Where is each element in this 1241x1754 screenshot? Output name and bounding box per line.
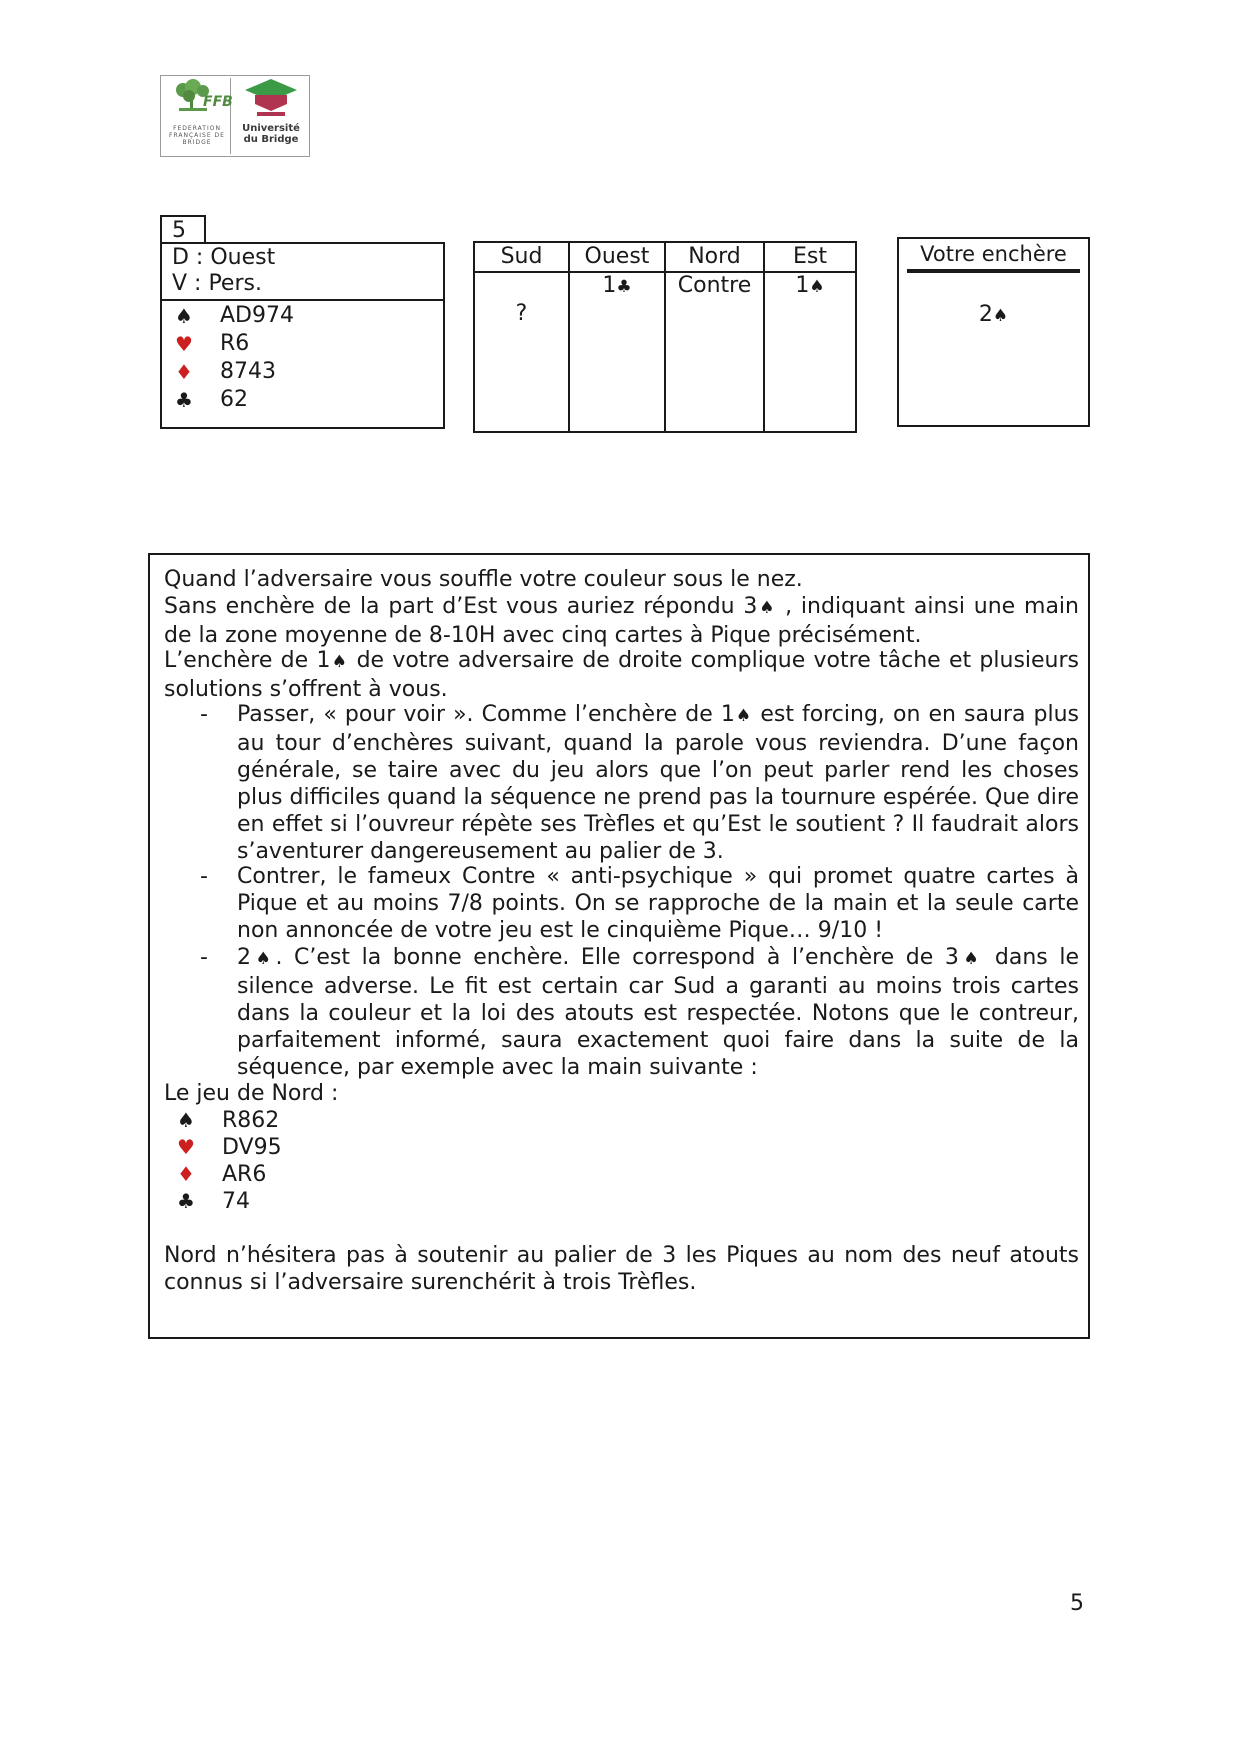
option-deux-pique: 2♠. C’est la bonne enchère. Elle correspond à l’enchère de 3♠ dans le silence adverse. Le fit est certain car Sud a garanti au moins trois cartes dans la couleur et la loi des atouts est respectée. Notons que le contreur, parfaitement informé, saura exactement quoi faire dans la suite de la séquence, par exemple avec la main suivante : bbox=[237, 945, 1079, 1080]
commentary-conclusion: Nord n’hésitera pas à soutenir au palier de 3 les Piques au nom des neuf atouts connus si l’adversaire surenchérit à trois Trèfles. bbox=[164, 1243, 1079, 1295]
votre-enchere-title: Votre enchère bbox=[920, 242, 1067, 266]
option-contrer: Contrer, le fameux Contre « anti-psychique » qui promet quatre cartes à Pique et au moins 7/8 points. On se rapproche de la main et la seule carte non annoncée de votre jeu est le cinquième Pique… 9/10 ! bbox=[237, 864, 1079, 943]
hand-spades: AD974 bbox=[220, 303, 294, 328]
nord-hearts: DV95 bbox=[222, 1135, 282, 1160]
club-icon: ♣ bbox=[175, 388, 193, 412]
auction-table bbox=[473, 241, 857, 433]
spade-icon: ♠ bbox=[177, 1108, 195, 1132]
auction-nord-bid: Contre bbox=[677, 273, 752, 298]
votre-enchere-bid bbox=[899, 301, 1088, 330]
dealer: D : Ouest bbox=[172, 245, 276, 270]
deal-box-separator bbox=[162, 299, 443, 301]
bid-level: 1 bbox=[795, 273, 810, 298]
nord-clubs: 74 bbox=[222, 1189, 250, 1214]
votre-enchere-box bbox=[897, 237, 1090, 427]
spade-icon: ♠ bbox=[809, 277, 825, 297]
diamond-icon: ♦ bbox=[177, 1162, 195, 1186]
bullet-dash: - bbox=[200, 702, 208, 727]
auction-est-bid bbox=[765, 272, 855, 301]
hand-diamonds: 8743 bbox=[220, 359, 276, 384]
spade-icon: ♠ bbox=[251, 949, 276, 969]
universite-line2: du Bridge bbox=[243, 134, 299, 145]
bullet-dash: - bbox=[200, 864, 208, 889]
spade-icon: ♠ bbox=[734, 706, 753, 726]
bid-level: 1 bbox=[602, 273, 617, 298]
diamond-icon: ♦ bbox=[175, 360, 193, 384]
spade-icon: ♠ bbox=[958, 949, 984, 969]
ffb-logo-subtitle: FEDERATION FRANÇAISE DE BRIDGE bbox=[169, 125, 225, 146]
commentary-box bbox=[148, 553, 1090, 1339]
universite-line1: Université bbox=[242, 123, 300, 134]
auction-ouest-bid bbox=[570, 272, 664, 301]
deal-box bbox=[160, 242, 445, 429]
commentary-intro: Quand l’adversaire vous souffle votre couleur sous le nez. bbox=[164, 567, 803, 592]
auction-header-est: Est bbox=[793, 244, 827, 269]
heart-icon: ♥ bbox=[177, 1135, 195, 1159]
universite-logo-text bbox=[233, 123, 309, 145]
hand-hearts: R6 bbox=[220, 331, 250, 356]
option-passer: Passer, « pour voir ». Comme l’enchère de 1♠ est forcing, on en saura plus au tour d’enchères suivant, quand la parole vous reviendra. D’une façon générale, se taire avec du jeu alors que l’on peut parler rend les choses plus difficiles quand la séquence ne prend pas la tournure espérée. Que dire en effet si l’ouvreur répète ses Trèfles et qu’Est le soutient ? Il faudrait alors s’aventurer dangereusement au palier de 3. bbox=[237, 702, 1079, 864]
logo-divider bbox=[230, 78, 231, 154]
hand-clubs: 62 bbox=[220, 387, 248, 412]
spade-icon: ♠ bbox=[757, 598, 777, 618]
page-number: 5 bbox=[1070, 1591, 1084, 1616]
club-icon: ♣ bbox=[177, 1189, 195, 1213]
spade-icon: ♠ bbox=[175, 304, 193, 328]
spade-icon: ♠ bbox=[330, 652, 349, 672]
nord-spades: R862 bbox=[222, 1108, 280, 1133]
spade-icon: ♠ bbox=[992, 306, 1009, 326]
deal-number: 5 bbox=[160, 215, 206, 244]
club-icon: ♣ bbox=[616, 277, 632, 297]
ffb-logo bbox=[160, 75, 310, 157]
bullet-dash: - bbox=[200, 945, 208, 970]
commentary-paragraph-1: Sans enchère de la part d’Est vous auriez répondu 3♠ , indiquant ainsi une main de la zone moyenne de 8-10H avec cinq cartes à Pique précisément. bbox=[164, 594, 1079, 648]
auction-header-nord: Nord bbox=[688, 244, 741, 269]
votre-enchere-underline bbox=[907, 269, 1080, 273]
vulnerability: V : Pers. bbox=[172, 271, 262, 296]
nord-hand-title: Le jeu de Nord : bbox=[164, 1081, 339, 1106]
auction-header-sud: Sud bbox=[500, 244, 543, 269]
ffb-logo-text: FFB bbox=[203, 94, 233, 110]
auction-header-ouest: Ouest bbox=[584, 244, 650, 269]
heart-icon: ♥ bbox=[175, 332, 193, 356]
commentary-paragraph-2: L’enchère de 1♠ de votre adversaire de droite complique votre tâche et plusieurs solutions s’offrent à vous. bbox=[164, 648, 1080, 702]
auction-sud-bid: ? bbox=[515, 301, 528, 326]
bid-level: 2 bbox=[978, 302, 993, 327]
nord-diamonds: AR6 bbox=[222, 1162, 267, 1187]
